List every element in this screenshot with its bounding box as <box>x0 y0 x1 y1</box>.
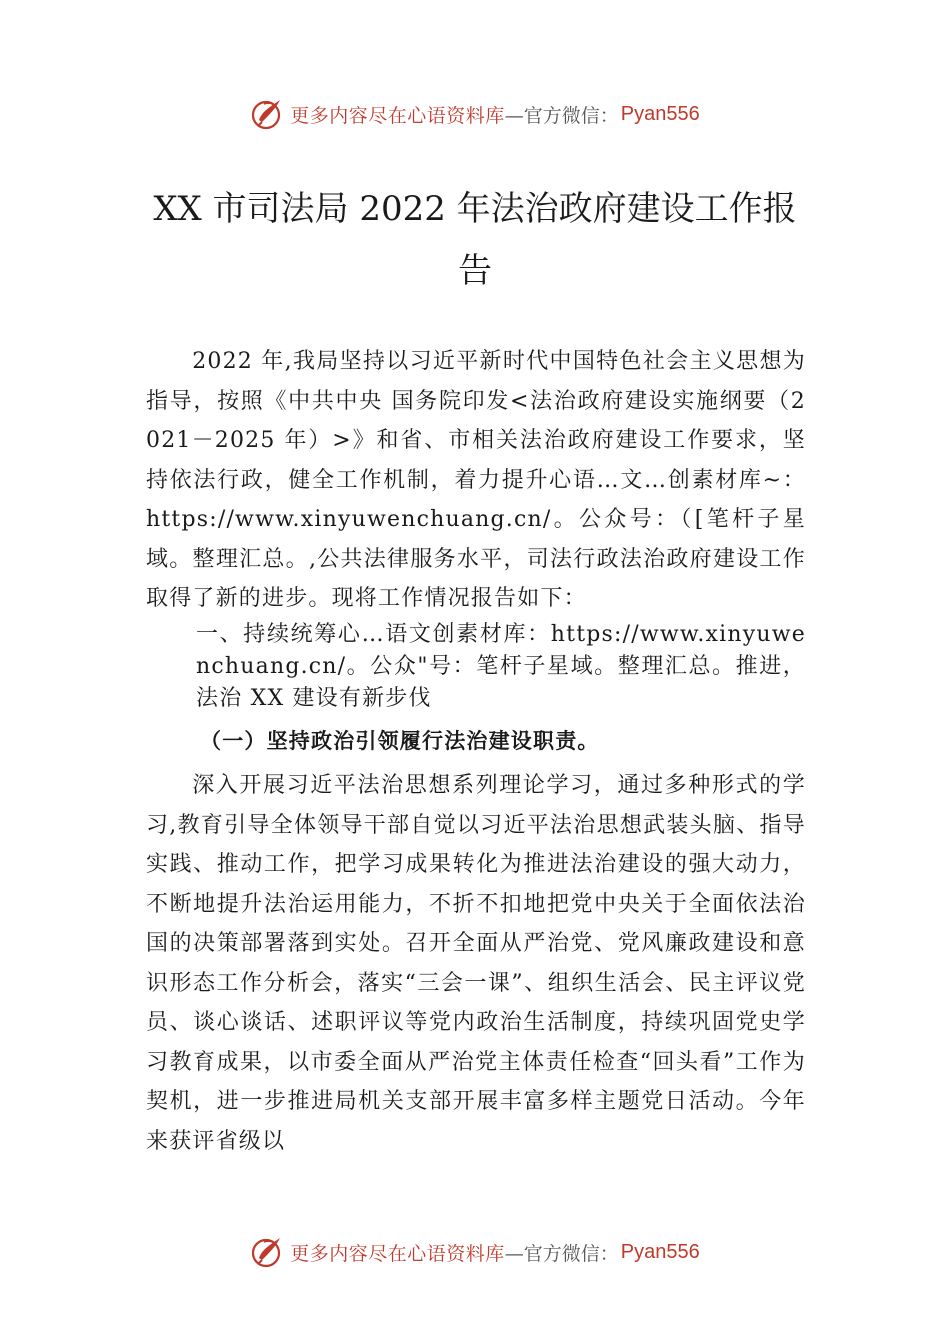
footer-banner-separator: —官方微信： <box>504 1242 619 1265</box>
pen-logo-icon <box>250 1234 286 1270</box>
footer-banner-wechat-id: Pyan556 <box>620 1240 700 1263</box>
body-paragraph-2: 深入开展习近平法治思想系列理论学习，通过多种形式的学习,教育引导全体领导干部自觉以习近平法治思想武装头脑、指导实践、推动工作，把学习成果转化为推进法治建设的强大动力，不断地提升法治运用能力，不折不扣地把党中央关于全面依法治国的决策部署落到实处。召开全面从严治党、党风廉政建设和意识形态工作分析会，落实“三会一课”、组织生活会、民主评议党员、谈心谈话、述职评议等党内政治生活制度，持续巩固党史学习教育成果，以市委全面从严治党主体责任检查“回头看”工作为契机，进一步推进局机关支部开展丰富多样主题党日活动。今年来获评省级以 <box>146 773 806 1154</box>
banner-separator: —官方微信： <box>504 104 619 127</box>
document-body <box>146 342 806 1161</box>
pen-logo-icon <box>250 96 286 132</box>
footer-banner-text: 更多内容尽在心语资料库 <box>290 1242 505 1265</box>
title-line-1: XX 市司法局 2022 年法治政府建设工作报 <box>153 189 797 229</box>
subsection-heading-1: （一）坚持政治引领履行法治建设职责。 <box>200 727 600 753</box>
title-line-2: 告 <box>458 251 492 291</box>
header-banner <box>0 94 950 134</box>
document-title <box>140 182 810 298</box>
banner-wechat-id: Pyan556 <box>620 102 700 125</box>
banner-text: 更多内容尽在心语资料库 <box>290 104 505 127</box>
section-heading-1: 一、持续统筹心…语文创素材库：https://www.xinyuwenchuang.cn/。公众"号：笔杆子星域。整理汇总。推进，法治 XX 建设有新步伐 <box>196 621 806 711</box>
footer-banner <box>0 1232 950 1272</box>
intro-paragraph: 2022 年,我局坚持以习近平新时代中国特色社会主义思想为指导，按照《中共中央 国务院印发<法治政府建设实施纲要（2021－2025 年）>》和省、市相关法治政府建设工作要求，坚持依法行政，健全工作机制，着力提升心语…文…创素材库~：https://www.xinyuwenchuang.cn/。公众号：（[笔杆子星域。整理汇总。,公共法律服务水平，司法行政法治政府建设工作取得了新的进步。现将工作情况报告如下： <box>146 349 806 611</box>
